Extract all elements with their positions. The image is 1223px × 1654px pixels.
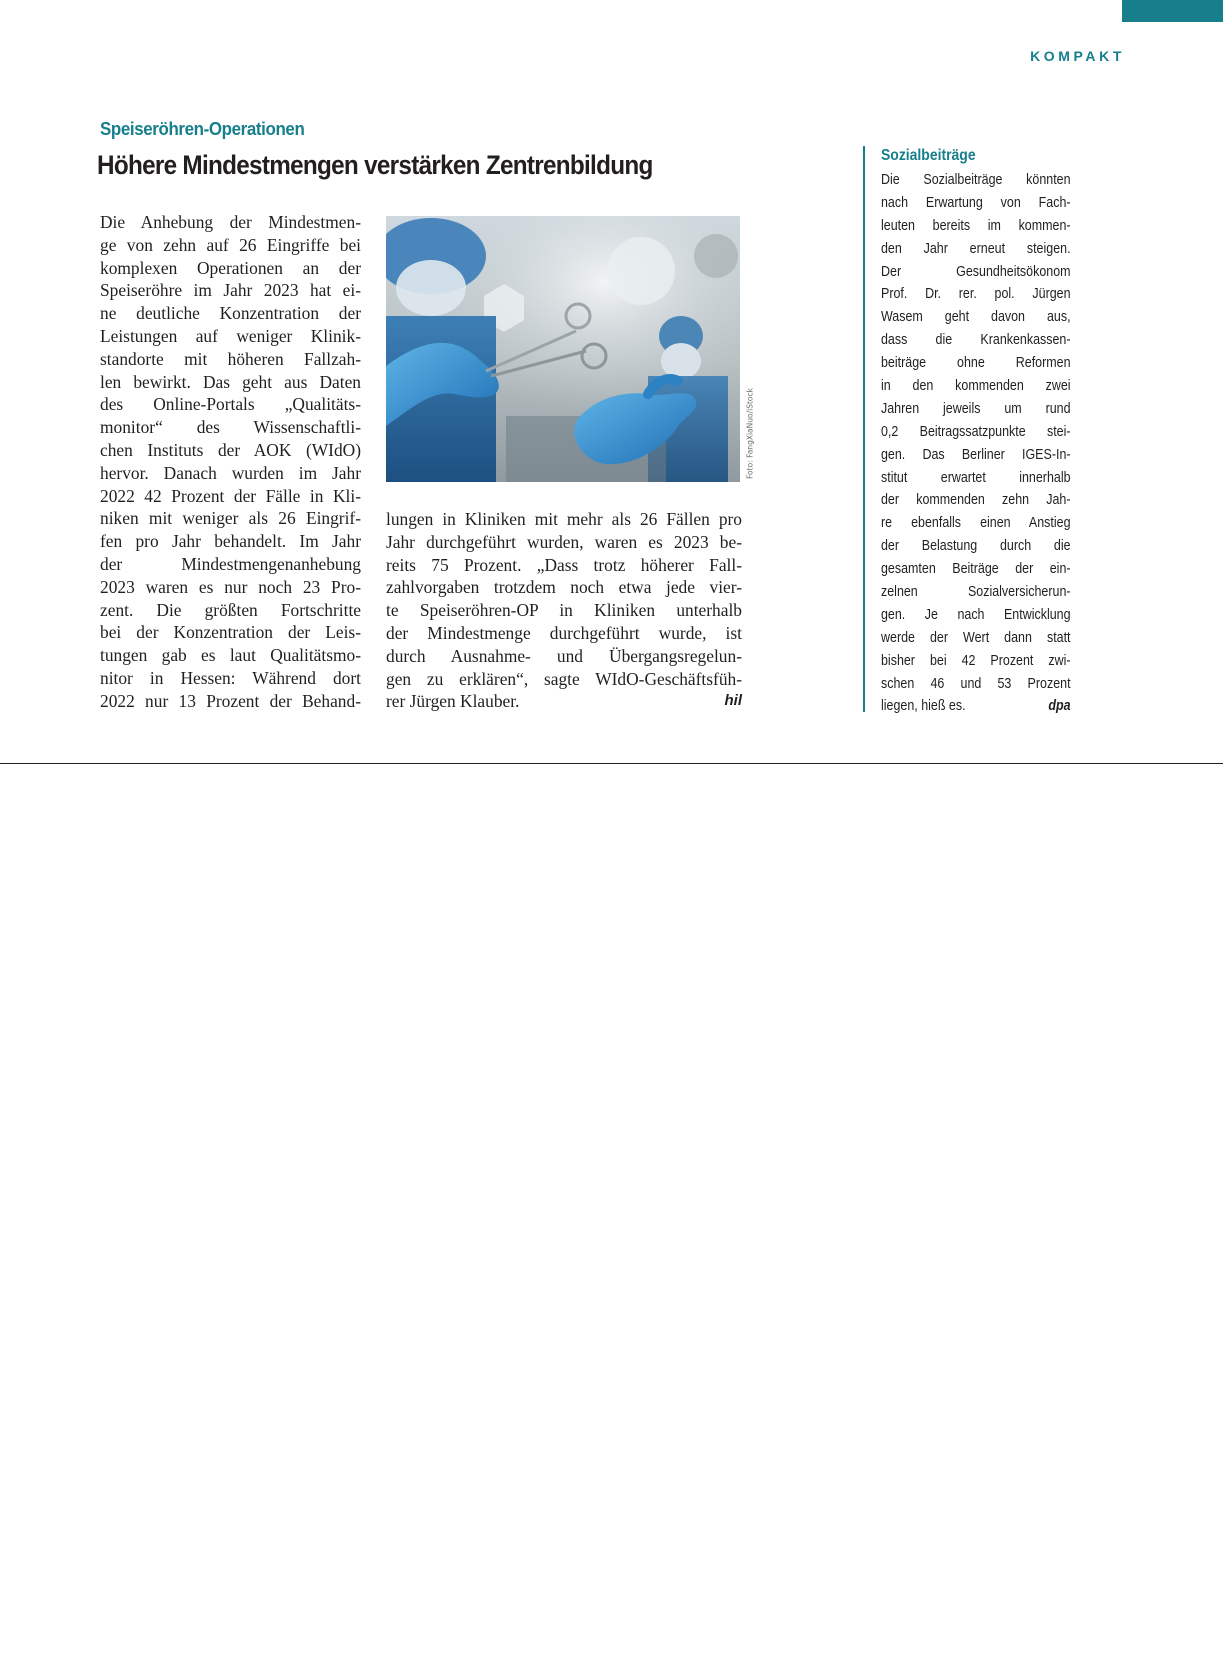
article-text-line: Die Anhebung der Mindestmen- <box>100 212 361 232</box>
sidebar-text-line: nach Erwartung von Fach- <box>881 194 1071 211</box>
article-text-line: hervor. Danach wurden im Jahr <box>100 462 361 483</box>
surgery-photo-icon <box>386 216 740 482</box>
article-author: hil <box>724 692 742 710</box>
sidebar-text-line: liegen, hieß es. <box>881 698 966 715</box>
article-text-line: der Mindestmenge durchgeführt wurde, ist <box>386 622 742 643</box>
surgery-photo <box>386 216 740 482</box>
sidebar-text-line: Die Sozialbeiträge könnten <box>881 172 1071 188</box>
sidebar-text-line: gen. Je nach Entwicklung <box>881 606 1071 623</box>
article-text-line: tungen gab es laut Qualitätsmo- <box>100 645 361 666</box>
sidebar-author: dpa <box>1048 698 1071 715</box>
article-text-line: der Mindestmengenanhebung <box>100 553 361 574</box>
sidebar-title: Sozialbeiträge <box>881 147 976 164</box>
sidebar-text-line: Wasem geht davon aus, <box>881 309 1071 326</box>
article-headline: Höhere Mindestmengen verstärken Zentrenbildung <box>97 150 653 180</box>
sidebar-text-line: leuten bereits im kommen- <box>881 217 1071 234</box>
article-text-line: Jahr durchgeführt wurden, waren es 2023 be- <box>386 531 742 552</box>
article-text-line: len bewirkt. Das geht aus Daten <box>100 371 361 392</box>
section-label: KOMPAKT <box>1030 48 1125 64</box>
sidebar-text-line: der kommenden zehn Jah- <box>881 492 1071 509</box>
sidebar-text-line: Jahren jeweils um rund <box>881 400 1071 417</box>
article-text-line: zent. Die größten Fortschritte <box>100 599 361 620</box>
article-text-line: bei der Konzentration der Leis- <box>100 622 361 643</box>
sidebar-text-line: dass die Krankenkassen- <box>881 332 1071 349</box>
article-text-line: zahlvorgaben trotzdem noch etwa jede vier- <box>386 577 742 598</box>
sidebar-text-line: schen 46 und 53 Prozent <box>881 675 1071 692</box>
article-text-line: komplexen Operationen an der <box>100 257 361 278</box>
article-text-line: standorte mit höheren Fallzah- <box>100 348 361 369</box>
article-text-line: Speiseröhre im Jahr 2023 hat ei- <box>100 280 361 301</box>
article-last-line <box>386 690 742 713</box>
article-text-line: fen pro Jahr behandelt. Im Jahr <box>100 531 361 552</box>
sidebar-text-line: in den kommenden zwei <box>881 378 1071 395</box>
article-text-line: niken mit weniger als 26 Eingrif- <box>100 508 361 529</box>
sidebar-text-line: gesamten Beiträge der ein- <box>881 561 1071 578</box>
article-text-line: 2023 waren es nur noch 23 Pro- <box>100 576 361 597</box>
sidebar-text-line: den Jahr erneut steigen. <box>881 240 1071 257</box>
sidebar-text-line: gen. Das Berliner IGES-In- <box>881 446 1071 463</box>
horizontal-rule <box>0 763 1223 764</box>
sidebar-text-line: Der Gesundheitsökonom <box>881 263 1071 280</box>
sidebar-text-line: 0,2 Beitragssatzpunkte stei- <box>881 423 1071 440</box>
article-text-line: 2022 nur 13 Prozent der Behand- <box>100 690 361 711</box>
corner-tab <box>1122 0 1223 22</box>
article-text-line: ne deutliche Konzentration der <box>100 303 361 324</box>
sidebar-text-line: stitut erwartet innerhalb <box>881 469 1071 486</box>
article-text-line: chen Instituts der AOK (WIdO) <box>100 439 361 460</box>
photo-credit-text: Foto: FangXiaNuo/iStock <box>745 388 755 479</box>
photo-credit <box>744 389 756 481</box>
article-column-2 <box>386 508 742 713</box>
article-text-line: durch Ausnahme- und Übergangsregelun- <box>386 645 742 666</box>
article-text-line: rer Jürgen Klauber. <box>386 691 520 712</box>
sidebar-text-line: Prof. Dr. rer. pol. Jürgen <box>881 286 1071 303</box>
article-text-line: Leistungen auf weniger Klinik- <box>100 325 361 346</box>
article-text-line: lungen in Kliniken mit mehr als 26 Fällen pro <box>386 509 742 529</box>
article-text-line: monitor“ des Wissenschaftli- <box>100 417 361 438</box>
sidebar-box <box>863 146 1071 715</box>
sidebar-text-line: re ebenfalls einen Anstieg <box>881 515 1071 532</box>
article-text-line: te Speiseröhren-OP in Kliniken unterhalb <box>386 600 742 621</box>
article-text-line: nitor in Hessen: Während dort <box>100 667 361 688</box>
article-text-line: des Online-Portals „Qualitäts- <box>100 394 361 415</box>
sidebar-text-line: zelnen Sozialversicherun- <box>881 584 1071 601</box>
sidebar-text-line: beiträge ohne Reformen <box>881 355 1071 372</box>
article-text-line: gen zu erklären“, sagte WIdO-Geschäftsfüh- <box>386 668 742 689</box>
article-kicker: Speiseröhren-Operationen <box>100 119 305 139</box>
sidebar-body <box>881 169 1071 718</box>
sidebar-last-line <box>881 695 1071 718</box>
article-column-1 <box>100 211 361 713</box>
sidebar-text-line: der Belastung durch die <box>881 538 1071 555</box>
sidebar-text-line: werde der Wert dann statt <box>881 629 1071 646</box>
sidebar-text-line: bisher bei 42 Prozent zwi- <box>881 652 1071 669</box>
article-text-line: ge von zehn auf 26 Eingriffe bei <box>100 234 361 255</box>
article-text-line: reits 75 Prozent. „Dass trotz höherer Fall- <box>386 554 742 575</box>
article-text-line: 2022 42 Prozent der Fälle in Kli- <box>100 485 361 506</box>
